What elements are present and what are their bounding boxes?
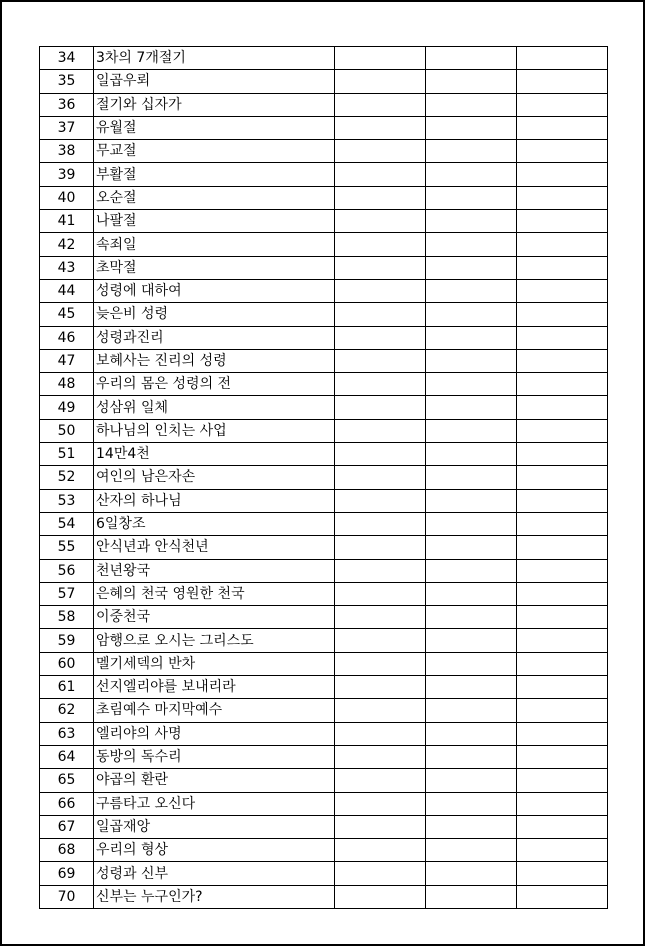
empty-cell [335, 606, 426, 629]
empty-cell [426, 233, 517, 256]
empty-cell [426, 349, 517, 372]
table-row [40, 489, 608, 512]
row-title: 안식년과 안식천년 [94, 536, 335, 559]
row-title: 3차의 7개절기 [94, 47, 335, 70]
row-number: 60 [40, 652, 94, 675]
table-row [40, 769, 608, 792]
empty-cell [517, 373, 608, 396]
empty-cell [335, 256, 426, 279]
row-number: 51 [40, 443, 94, 466]
table-row [40, 349, 608, 372]
empty-cell [517, 792, 608, 815]
empty-cell [517, 582, 608, 605]
row-title: 성삼위 일체 [94, 396, 335, 419]
empty-cell [426, 815, 517, 838]
row-title: 천년왕국 [94, 559, 335, 582]
row-title: 절기와 십자가 [94, 93, 335, 116]
row-title: 멜기세덱의 반차 [94, 652, 335, 675]
empty-cell [426, 559, 517, 582]
empty-cell [517, 466, 608, 489]
empty-cell [517, 140, 608, 163]
table-row [40, 47, 608, 70]
empty-cell [335, 140, 426, 163]
row-title: 유월절 [94, 116, 335, 139]
empty-cell [335, 885, 426, 908]
empty-cell [426, 862, 517, 885]
empty-cell [335, 489, 426, 512]
table-row [40, 652, 608, 675]
empty-cell [426, 676, 517, 699]
empty-cell [426, 489, 517, 512]
table-row [40, 629, 608, 652]
empty-cell [335, 722, 426, 745]
empty-cell [426, 536, 517, 559]
row-title: 우리의 몸은 성령의 전 [94, 373, 335, 396]
row-number: 66 [40, 792, 94, 815]
empty-cell [426, 885, 517, 908]
row-title: 성령과 신부 [94, 862, 335, 885]
row-number: 55 [40, 536, 94, 559]
empty-cell [517, 116, 608, 139]
row-number: 38 [40, 140, 94, 163]
row-title: 오순절 [94, 186, 335, 209]
row-number: 46 [40, 326, 94, 349]
row-number: 35 [40, 70, 94, 93]
empty-cell [517, 326, 608, 349]
empty-cell [517, 699, 608, 722]
empty-cell [517, 163, 608, 186]
empty-cell [335, 396, 426, 419]
empty-cell [517, 419, 608, 442]
row-number: 41 [40, 210, 94, 233]
empty-cell [426, 769, 517, 792]
empty-cell [426, 210, 517, 233]
table-row [40, 606, 608, 629]
empty-cell [335, 233, 426, 256]
table-row [40, 233, 608, 256]
empty-cell [426, 629, 517, 652]
row-number: 50 [40, 419, 94, 442]
empty-cell [335, 349, 426, 372]
empty-cell [517, 862, 608, 885]
row-title: 초림예수 마지막예수 [94, 699, 335, 722]
empty-cell [335, 862, 426, 885]
empty-cell [335, 676, 426, 699]
row-number: 34 [40, 47, 94, 70]
empty-cell [426, 116, 517, 139]
empty-cell [517, 93, 608, 116]
empty-cell [517, 559, 608, 582]
empty-cell [335, 745, 426, 768]
row-title: 14만4천 [94, 443, 335, 466]
table-row [40, 70, 608, 93]
row-title: 여인의 남은자손 [94, 466, 335, 489]
empty-cell [335, 373, 426, 396]
row-number: 42 [40, 233, 94, 256]
row-title: 성령과진리 [94, 326, 335, 349]
row-number: 62 [40, 699, 94, 722]
empty-cell [335, 186, 426, 209]
empty-cell [426, 93, 517, 116]
table-row [40, 745, 608, 768]
table-row [40, 140, 608, 163]
row-number: 56 [40, 559, 94, 582]
table-row [40, 839, 608, 862]
empty-cell [517, 303, 608, 326]
empty-cell [335, 582, 426, 605]
row-number: 40 [40, 186, 94, 209]
empty-cell [426, 256, 517, 279]
empty-cell [517, 396, 608, 419]
row-title: 나팔절 [94, 210, 335, 233]
empty-cell [335, 512, 426, 535]
empty-cell [335, 792, 426, 815]
row-title: 동방의 독수리 [94, 745, 335, 768]
row-title: 선지엘리야를 보내리라 [94, 676, 335, 699]
row-number: 58 [40, 606, 94, 629]
empty-cell [335, 466, 426, 489]
table-row [40, 373, 608, 396]
empty-cell [517, 722, 608, 745]
table-row [40, 186, 608, 209]
empty-cell [335, 559, 426, 582]
empty-cell [517, 512, 608, 535]
row-number: 59 [40, 629, 94, 652]
row-title: 신부는 누구인가? [94, 885, 335, 908]
empty-cell [335, 699, 426, 722]
empty-cell [517, 349, 608, 372]
table-row [40, 256, 608, 279]
empty-cell [335, 70, 426, 93]
row-title: 일곱재앙 [94, 815, 335, 838]
row-number: 67 [40, 815, 94, 838]
empty-cell [426, 722, 517, 745]
empty-cell [517, 70, 608, 93]
row-number: 36 [40, 93, 94, 116]
table-row [40, 536, 608, 559]
empty-cell [517, 652, 608, 675]
row-number: 37 [40, 116, 94, 139]
row-number: 64 [40, 745, 94, 768]
empty-cell [335, 419, 426, 442]
row-title: 우리의 형상 [94, 839, 335, 862]
empty-cell [426, 326, 517, 349]
empty-cell [517, 536, 608, 559]
table-row [40, 279, 608, 302]
empty-cell [517, 815, 608, 838]
row-number: 52 [40, 466, 94, 489]
row-title: 보혜사는 진리의 성령 [94, 349, 335, 372]
topic-table-body [40, 47, 608, 909]
empty-cell [335, 652, 426, 675]
row-title: 부활절 [94, 163, 335, 186]
empty-cell [426, 839, 517, 862]
table-row [40, 582, 608, 605]
empty-cell [517, 489, 608, 512]
empty-cell [426, 745, 517, 768]
row-number: 47 [40, 349, 94, 372]
empty-cell [426, 419, 517, 442]
empty-cell [517, 279, 608, 302]
empty-cell [426, 396, 517, 419]
row-title: 6일창조 [94, 512, 335, 535]
empty-cell [335, 769, 426, 792]
table-row [40, 303, 608, 326]
row-number: 43 [40, 256, 94, 279]
empty-cell [426, 512, 517, 535]
table-row [40, 885, 608, 908]
row-number: 63 [40, 722, 94, 745]
table-row [40, 722, 608, 745]
row-title: 무교절 [94, 140, 335, 163]
empty-cell [517, 186, 608, 209]
table-row [40, 396, 608, 419]
table-row [40, 676, 608, 699]
table-row [40, 559, 608, 582]
empty-cell [517, 443, 608, 466]
empty-cell [517, 769, 608, 792]
empty-cell [335, 629, 426, 652]
empty-cell [426, 140, 517, 163]
table-row [40, 116, 608, 139]
empty-cell [426, 373, 517, 396]
row-title: 은혜의 천국 영원한 천국 [94, 582, 335, 605]
empty-cell [426, 606, 517, 629]
row-title: 산자의 하나님 [94, 489, 335, 512]
empty-cell [335, 163, 426, 186]
empty-cell [517, 676, 608, 699]
empty-cell [426, 582, 517, 605]
row-number: 48 [40, 373, 94, 396]
row-title: 암행으로 오시는 그리스도 [94, 629, 335, 652]
row-number: 57 [40, 582, 94, 605]
empty-cell [517, 256, 608, 279]
row-number: 39 [40, 163, 94, 186]
row-number: 69 [40, 862, 94, 885]
empty-cell [335, 210, 426, 233]
empty-cell [335, 279, 426, 302]
empty-cell [517, 629, 608, 652]
table-row [40, 210, 608, 233]
row-title: 성령에 대하여 [94, 279, 335, 302]
empty-cell [335, 443, 426, 466]
row-title: 하나님의 인치는 사업 [94, 419, 335, 442]
empty-cell [426, 303, 517, 326]
row-title: 야곱의 환란 [94, 769, 335, 792]
empty-cell [517, 233, 608, 256]
empty-cell [517, 210, 608, 233]
row-title: 초막절 [94, 256, 335, 279]
empty-cell [426, 466, 517, 489]
table-row [40, 93, 608, 116]
empty-cell [517, 745, 608, 768]
row-title: 늦은비 성령 [94, 303, 335, 326]
table-row [40, 466, 608, 489]
row-number: 65 [40, 769, 94, 792]
empty-cell [335, 536, 426, 559]
row-number: 45 [40, 303, 94, 326]
table-row [40, 792, 608, 815]
empty-cell [335, 47, 426, 70]
table-row [40, 699, 608, 722]
row-title: 구름타고 오신다 [94, 792, 335, 815]
empty-cell [426, 699, 517, 722]
empty-cell [335, 815, 426, 838]
table-row [40, 443, 608, 466]
row-title: 이중천국 [94, 606, 335, 629]
row-number: 53 [40, 489, 94, 512]
empty-cell [426, 186, 517, 209]
empty-cell [335, 116, 426, 139]
empty-cell [335, 93, 426, 116]
table-row [40, 163, 608, 186]
empty-cell [426, 652, 517, 675]
empty-cell [335, 326, 426, 349]
row-number: 49 [40, 396, 94, 419]
empty-cell [426, 792, 517, 815]
table-row [40, 326, 608, 349]
table-row [40, 512, 608, 535]
empty-cell [517, 839, 608, 862]
empty-cell [426, 279, 517, 302]
empty-cell [517, 885, 608, 908]
row-title: 속죄일 [94, 233, 335, 256]
empty-cell [426, 70, 517, 93]
table-row [40, 862, 608, 885]
row-number: 61 [40, 676, 94, 699]
empty-cell [335, 303, 426, 326]
empty-cell [517, 47, 608, 70]
row-title: 엘리야의 사명 [94, 722, 335, 745]
empty-cell [426, 47, 517, 70]
table-row [40, 815, 608, 838]
row-number: 54 [40, 512, 94, 535]
row-number: 44 [40, 279, 94, 302]
row-number: 70 [40, 885, 94, 908]
empty-cell [426, 443, 517, 466]
empty-cell [517, 606, 608, 629]
empty-cell [426, 163, 517, 186]
topic-table [39, 46, 608, 909]
table-row [40, 419, 608, 442]
row-title: 일곱우뢰 [94, 70, 335, 93]
row-number: 68 [40, 839, 94, 862]
empty-cell [335, 839, 426, 862]
